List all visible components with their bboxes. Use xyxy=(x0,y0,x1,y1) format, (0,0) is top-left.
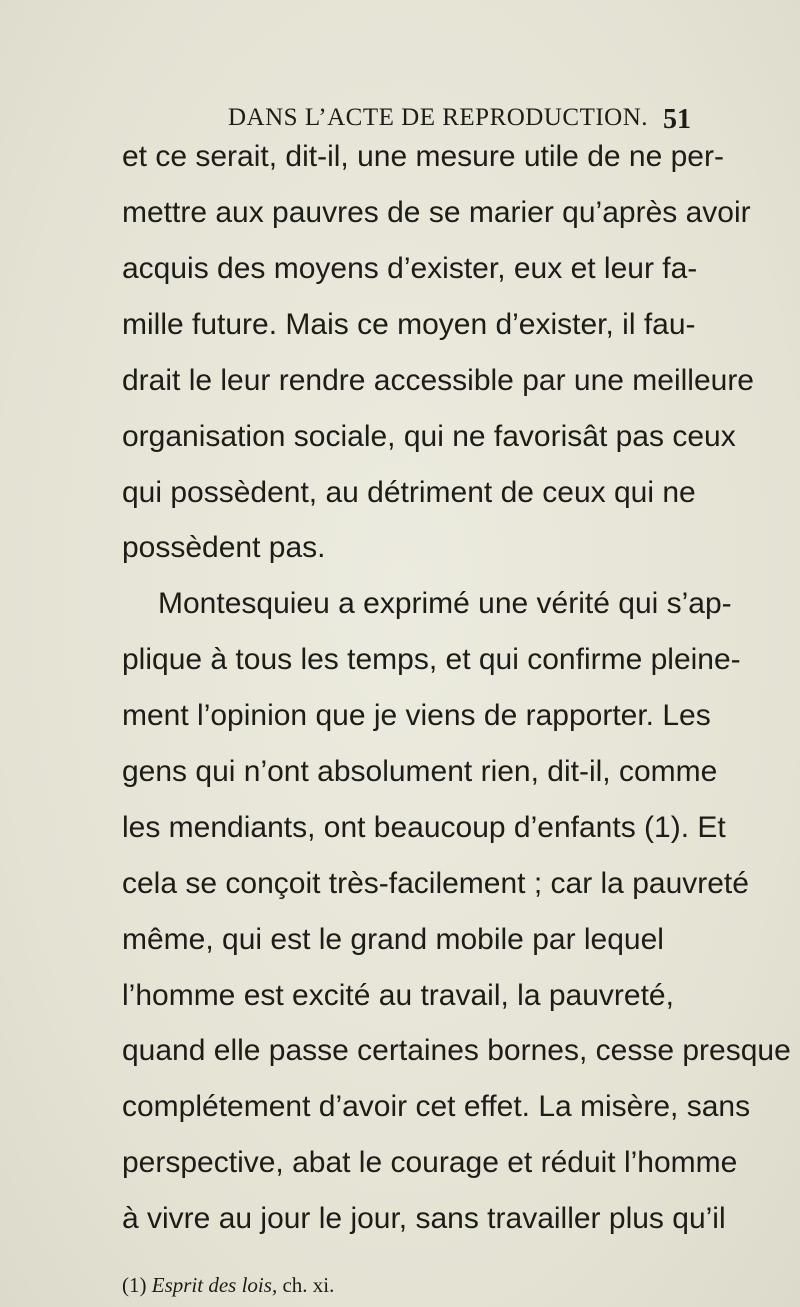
text-line: l’homme est excité au travail, la pauvreté, xyxy=(122,979,674,1012)
text-line: à vivre au jour le jour, sans travailler plus qu’il xyxy=(122,1202,726,1235)
footnote-reference: , ch. xi. xyxy=(271,1273,335,1297)
footnote-title: Esprit des lois xyxy=(151,1273,272,1297)
text-line: organisation sociale, qui ne favorisât pas ceux xyxy=(122,420,736,453)
text-line: perspective, abat le courage et réduit l’homme xyxy=(122,1146,738,1179)
text-line: drait le leur rendre accessible par une meilleure xyxy=(122,364,754,397)
text-line: ment l’opinion que je viens de rapporter. Les xyxy=(122,699,711,732)
text-line: cela se conçoit très-facilement ; car la pauvreté xyxy=(122,867,749,900)
text-line: et ce serait, dit-il, une mesure utile de ne per- xyxy=(122,140,724,173)
text-line: complétement d’avoir cet effet. La misère, sans xyxy=(122,1090,751,1123)
footnote xyxy=(122,1273,334,1298)
text-line: quand elle passe certaines bornes, cesse presque xyxy=(122,1034,791,1067)
paragraph-first-line: Montesquieu a exprimé une vérité qui s’ap- xyxy=(158,587,732,620)
text-line: gens qui n’ont absolument rien, dit-il, comme xyxy=(122,755,718,788)
text-line: possèdent pas. xyxy=(122,531,326,564)
page-number: 51 xyxy=(663,104,691,135)
footnote-marker: (1) xyxy=(122,1273,147,1297)
text-line: même, qui est le grand mobile par lequel xyxy=(122,923,664,956)
text-line: mille future. Mais ce moyen d’exister, il fau- xyxy=(122,308,696,341)
running-title: DANS L’ACTE DE REPRODUCTION. xyxy=(228,104,649,131)
text-line: les mendiants, ont beaucoup d’enfants (1). Et xyxy=(122,811,726,844)
text-line: plique à tous les temps, et qui confirme pleine- xyxy=(122,643,741,676)
running-head xyxy=(0,104,800,140)
text-line: qui possèdent, au détriment de ceux qui ne xyxy=(122,476,696,509)
text-line: mettre aux pauvres de se marier qu’après avoir xyxy=(122,196,751,229)
text-line: acquis des moyens d’exister, eux et leur fa- xyxy=(122,252,698,285)
